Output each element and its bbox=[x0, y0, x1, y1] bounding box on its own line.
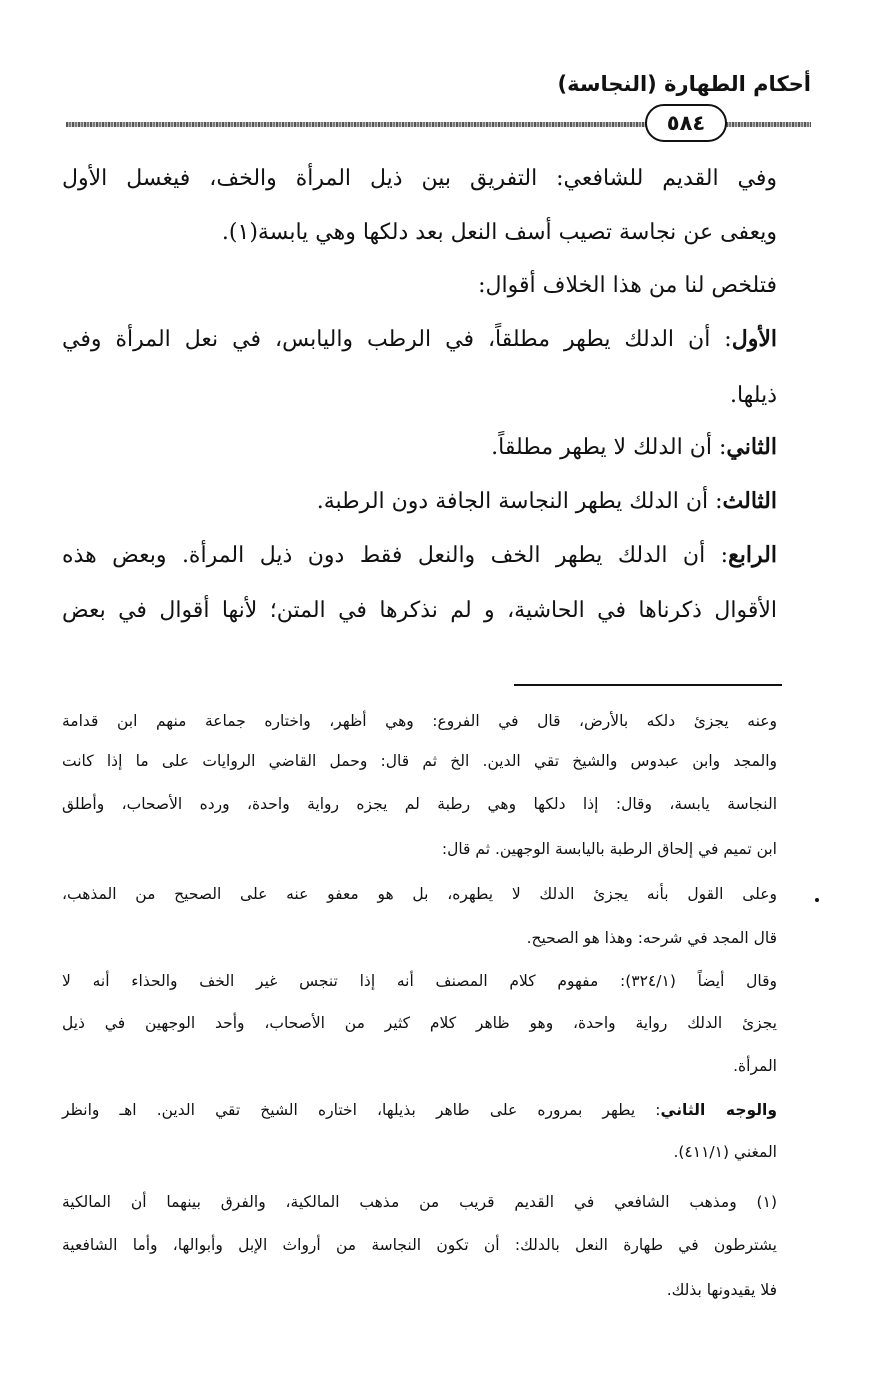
body-text: : أن الدلك لا يطهر مطلقاً. bbox=[491, 435, 727, 460]
footnote-text: المرأة. bbox=[733, 1057, 777, 1075]
footnote-line bbox=[62, 1101, 777, 1119]
footnote-line bbox=[62, 1281, 777, 1299]
footnote-line bbox=[62, 1057, 777, 1075]
footnote-text: يجزئ الدلك رواية واحدة، وهو ظاهر كلام كثير من الأصحاب، وأحد الوجهين في ذيل bbox=[62, 1014, 777, 1032]
body-line bbox=[62, 542, 777, 568]
footnote-line bbox=[62, 712, 777, 730]
body-lead-term: الرابع bbox=[728, 542, 777, 568]
footnote-line bbox=[62, 1236, 777, 1254]
body-line bbox=[62, 434, 777, 460]
footnote-text: وقال أيضاً (٣٢٤/١): مفهوم كلام المصنف أنه إذا تنجس غير الخف والحذاء أنه لا bbox=[62, 972, 777, 990]
body-line bbox=[62, 383, 777, 408]
body-line bbox=[62, 166, 777, 191]
footnote-text: : يطهر بمروره على طاهر بذيلها، اختاره الشيخ تقي الدين. اهـ وانظر bbox=[62, 1101, 661, 1119]
footnote-line bbox=[62, 1014, 777, 1032]
body-lead-term: الأول bbox=[731, 326, 777, 352]
body-line bbox=[62, 326, 777, 352]
footnote-line bbox=[62, 1143, 777, 1161]
footnote-text: والمجد وابن عبدوس والشيخ تقي الدين. الخ ثم قال: وحمل القاضي الروايات على ما إذا كانت bbox=[62, 752, 777, 770]
footnote-line bbox=[62, 795, 777, 813]
running-header-title: أحكام الطهارة (النجاسة) bbox=[557, 72, 811, 96]
footnote-text: فلا يقيدونها بذلك. bbox=[666, 1281, 777, 1299]
body-text: ذيلها. bbox=[729, 383, 777, 408]
body-line bbox=[62, 598, 777, 623]
body-text: : أن الدلك يطهر مطلقاً، في الرطب واليابس، في نعل المرأة وفي bbox=[62, 327, 732, 352]
footnote-line bbox=[62, 840, 777, 858]
footnote-line bbox=[62, 752, 777, 770]
margin-mark bbox=[815, 898, 819, 902]
body-text: ويعفى عن نجاسة تصيب أسف النعل بعد دلكها وهي يابسة(١). bbox=[221, 220, 777, 245]
footnote-line bbox=[62, 929, 777, 947]
body-lead-term: الثاني bbox=[726, 434, 777, 460]
page-number-badge: ٥٨٤ bbox=[645, 104, 727, 142]
body-line bbox=[62, 220, 777, 245]
footnote-text: وعلى القول بأنه يجزئ الدلك لا يطهره، بل هو معفو عنه على الصحيح من المذهب، bbox=[62, 885, 777, 903]
footnote-lead-term: والوجه الثاني bbox=[660, 1101, 777, 1119]
footnote-line bbox=[62, 885, 777, 903]
footnote-separator bbox=[514, 684, 782, 686]
footnote-text: وعنه يجزئ دلكه بالأرض، قال في الفروع: وهي أظهر، واختاره جماعة منهم ابن قدامة bbox=[62, 712, 777, 730]
body-line bbox=[62, 273, 777, 298]
footnote-text: ابن تميم في إلحاق الرطبة باليابسة الوجهين. ثم قال: bbox=[441, 840, 777, 858]
footnote-line bbox=[62, 1193, 777, 1211]
footnote-text: المغني (٤١١/١). bbox=[673, 1143, 777, 1161]
body-text: الأقوال ذكرناها في الحاشية، و لم نذكرها في المتن؛ لأنها أقوال في بعض bbox=[62, 598, 777, 623]
body-text: : أن الدلك يطهر النجاسة الجافة دون الرطبة. bbox=[316, 489, 723, 514]
footnote-text: قال المجد في شرحه: وهذا هو الصحيح. bbox=[526, 929, 777, 947]
footnote-text: يشترطون في طهارة النعل بالدلك: أن تكون النجاسة من أرواث الإبل وأبوالها، وأما الشافعية bbox=[62, 1236, 777, 1254]
footnote-line bbox=[62, 972, 777, 990]
body-text: وفي القديم للشافعي: التفريق بين ذيل المرأة والخف، فيغسل الأول bbox=[62, 166, 777, 191]
footnote-text: (١) ومذهب الشافعي في القديم قريب من مذهب المالكية، والفرق بينهما أن المالكية bbox=[62, 1193, 777, 1211]
footnote-text: النجاسة يابسة، وقال: إذا دلكها وهي رطبة لم يجزه رواية واحدة، ورده الأصحاب، وأطلق bbox=[62, 795, 777, 813]
body-text: فتلخص لنا من هذا الخلاف أقوال: bbox=[478, 273, 777, 298]
body-line bbox=[62, 488, 777, 514]
body-text: : أن الدلك يطهر الخف والنعل فقط دون ذيل المرأة. وبعض هذه bbox=[62, 543, 729, 568]
body-lead-term: الثالث bbox=[722, 488, 777, 514]
